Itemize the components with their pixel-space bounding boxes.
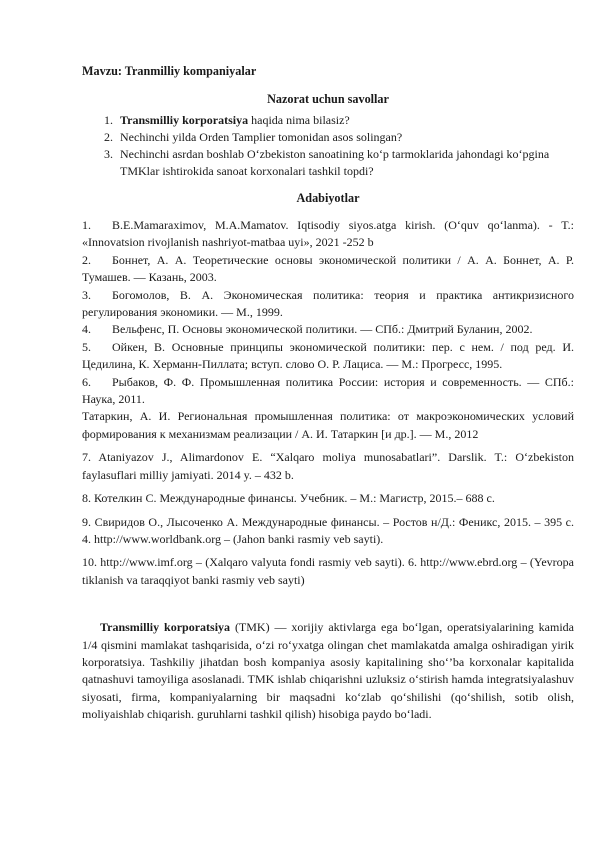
reference-item: 4. Вельфенс, П. Основы экономической политики. — СПб.: Дмитрий Буланин, 2002. [82, 322, 533, 337]
document-page [82, 62, 574, 736]
references-heading: Adabiyotlar [296, 191, 360, 205]
reference-item: 7. Ataniyazov J., Alimardonov E. “Xalqaro moliya munosabatlari”. Darslik. T.: O‘zbekiston faylasuflari milliy jamiyati. 2014 y. – 432 b. [82, 450, 574, 482]
topic-title: Mavzu: Tranmilliy kompaniyalar [82, 64, 257, 78]
reference-item: 10. http://www.imf.org – (Xalqaro valyuta fondi rasmiy veb sayti). 6. http://www.ebrd.org – (Yevropa tiklanish va taraqqiyot banki rasmiy veb sayti) [82, 555, 574, 587]
reference-item: 1. B.E.Mamaraximov, M.A.Mamatov. Iqtisodiy siyos.atga kirish. (O‘quv qo‘lanma). - T.: «Innovatsion rivojlanish nashriyot-matbaa uyi», 2021 -252 b [82, 218, 574, 250]
reference-item: 3. Богомолов, В. А. Экономическая политика: теория и практика антикризисного регулирования экономики. — М., 1999. [82, 287, 574, 320]
reference-item: 6. Рыбаков, Ф. Ф. Промышленная политика России: история и современность. — СПб.: Наука, 2011. [82, 374, 574, 407]
intro-paragraph [82, 619, 574, 723]
question-item: 1. Transmilliy korporatsiya haqida nima bilasiz? [116, 112, 574, 129]
reference-item: 9. Свиридов О., Лысоченко А. Международные финансы. – Ростов н/Д.: Феникс, 2015. – 395 с. 4. http://www.worldbank.org – (Jahon banki rasmiy veb sayti). [82, 514, 574, 546]
references-list [82, 217, 574, 589]
reference-item: Татаркин, А. И. Региональная промышленная политика: от макроэкономических условий формирования к механизмам реализации / А. И. Татаркин [и др.]. — М., 2012 [82, 409, 574, 441]
questions-list [82, 112, 574, 180]
reference-item: 8. Котелкин С. Международные финансы. Учебник. – М.: Магистр, 2015.– 688 с. [82, 491, 495, 506]
reference-item: 2. Боннет, А. А. Теоретические основы экономической политики / А. А. Боннет, А. Р. Тумашев. — Казань, 2003. [82, 252, 574, 285]
intro-body: (TMK) — xorijiy aktivlarga ega bo‘lgan, operatsiyalarining kamida 1/4 qismini mamlakat tashqarisida, o‘zi ro‘yxatga olingan chet mamlakatda amalga oshiradigan yirik korporatsiya. Tashkiliy jihatdan bosh kompaniya asosiy kapitalining sho‘’ba korxonalar kapitalida qatnashuvi tamoyiliga asoslanadi. TMK ishlab chiqarishni uzluksiz o‘stirish hamda integratsiyalashuv siyosati, firma, kompaniyalarning bir maqsadni ko‘zlab qo‘shilishi (qo‘shilish, sotib olish, moliyaishlab chiqarish. guruhlarni tashkil qilish) hisobiga paydo bo‘ladi. [82, 620, 574, 722]
questions-heading: Nazorat uchun savollar [267, 92, 389, 106]
question-item: 3. Nechinchi asrdan boshlab O‘zbekiston sanoatining ko‘p tarmoklarida jahondagi ko‘pgina TMKlar ishtirokida sanoat korxonalari tashkil topdi? [116, 146, 574, 180]
reference-item: 5. Ойкен, В. Основные принципы экономической политики: пер. с нем. / под ред. И. Цедилина, К. Херманн-Пиллата; вступ. слово О. Р. Лациса. — М.: Прогресс, 1995. [82, 339, 574, 372]
question-item: 2. Nechinchi yilda Orden Tamplier tomonidan asos solingan? [116, 129, 574, 146]
intro-term: Transmilliy korporatsiya [100, 620, 231, 635]
